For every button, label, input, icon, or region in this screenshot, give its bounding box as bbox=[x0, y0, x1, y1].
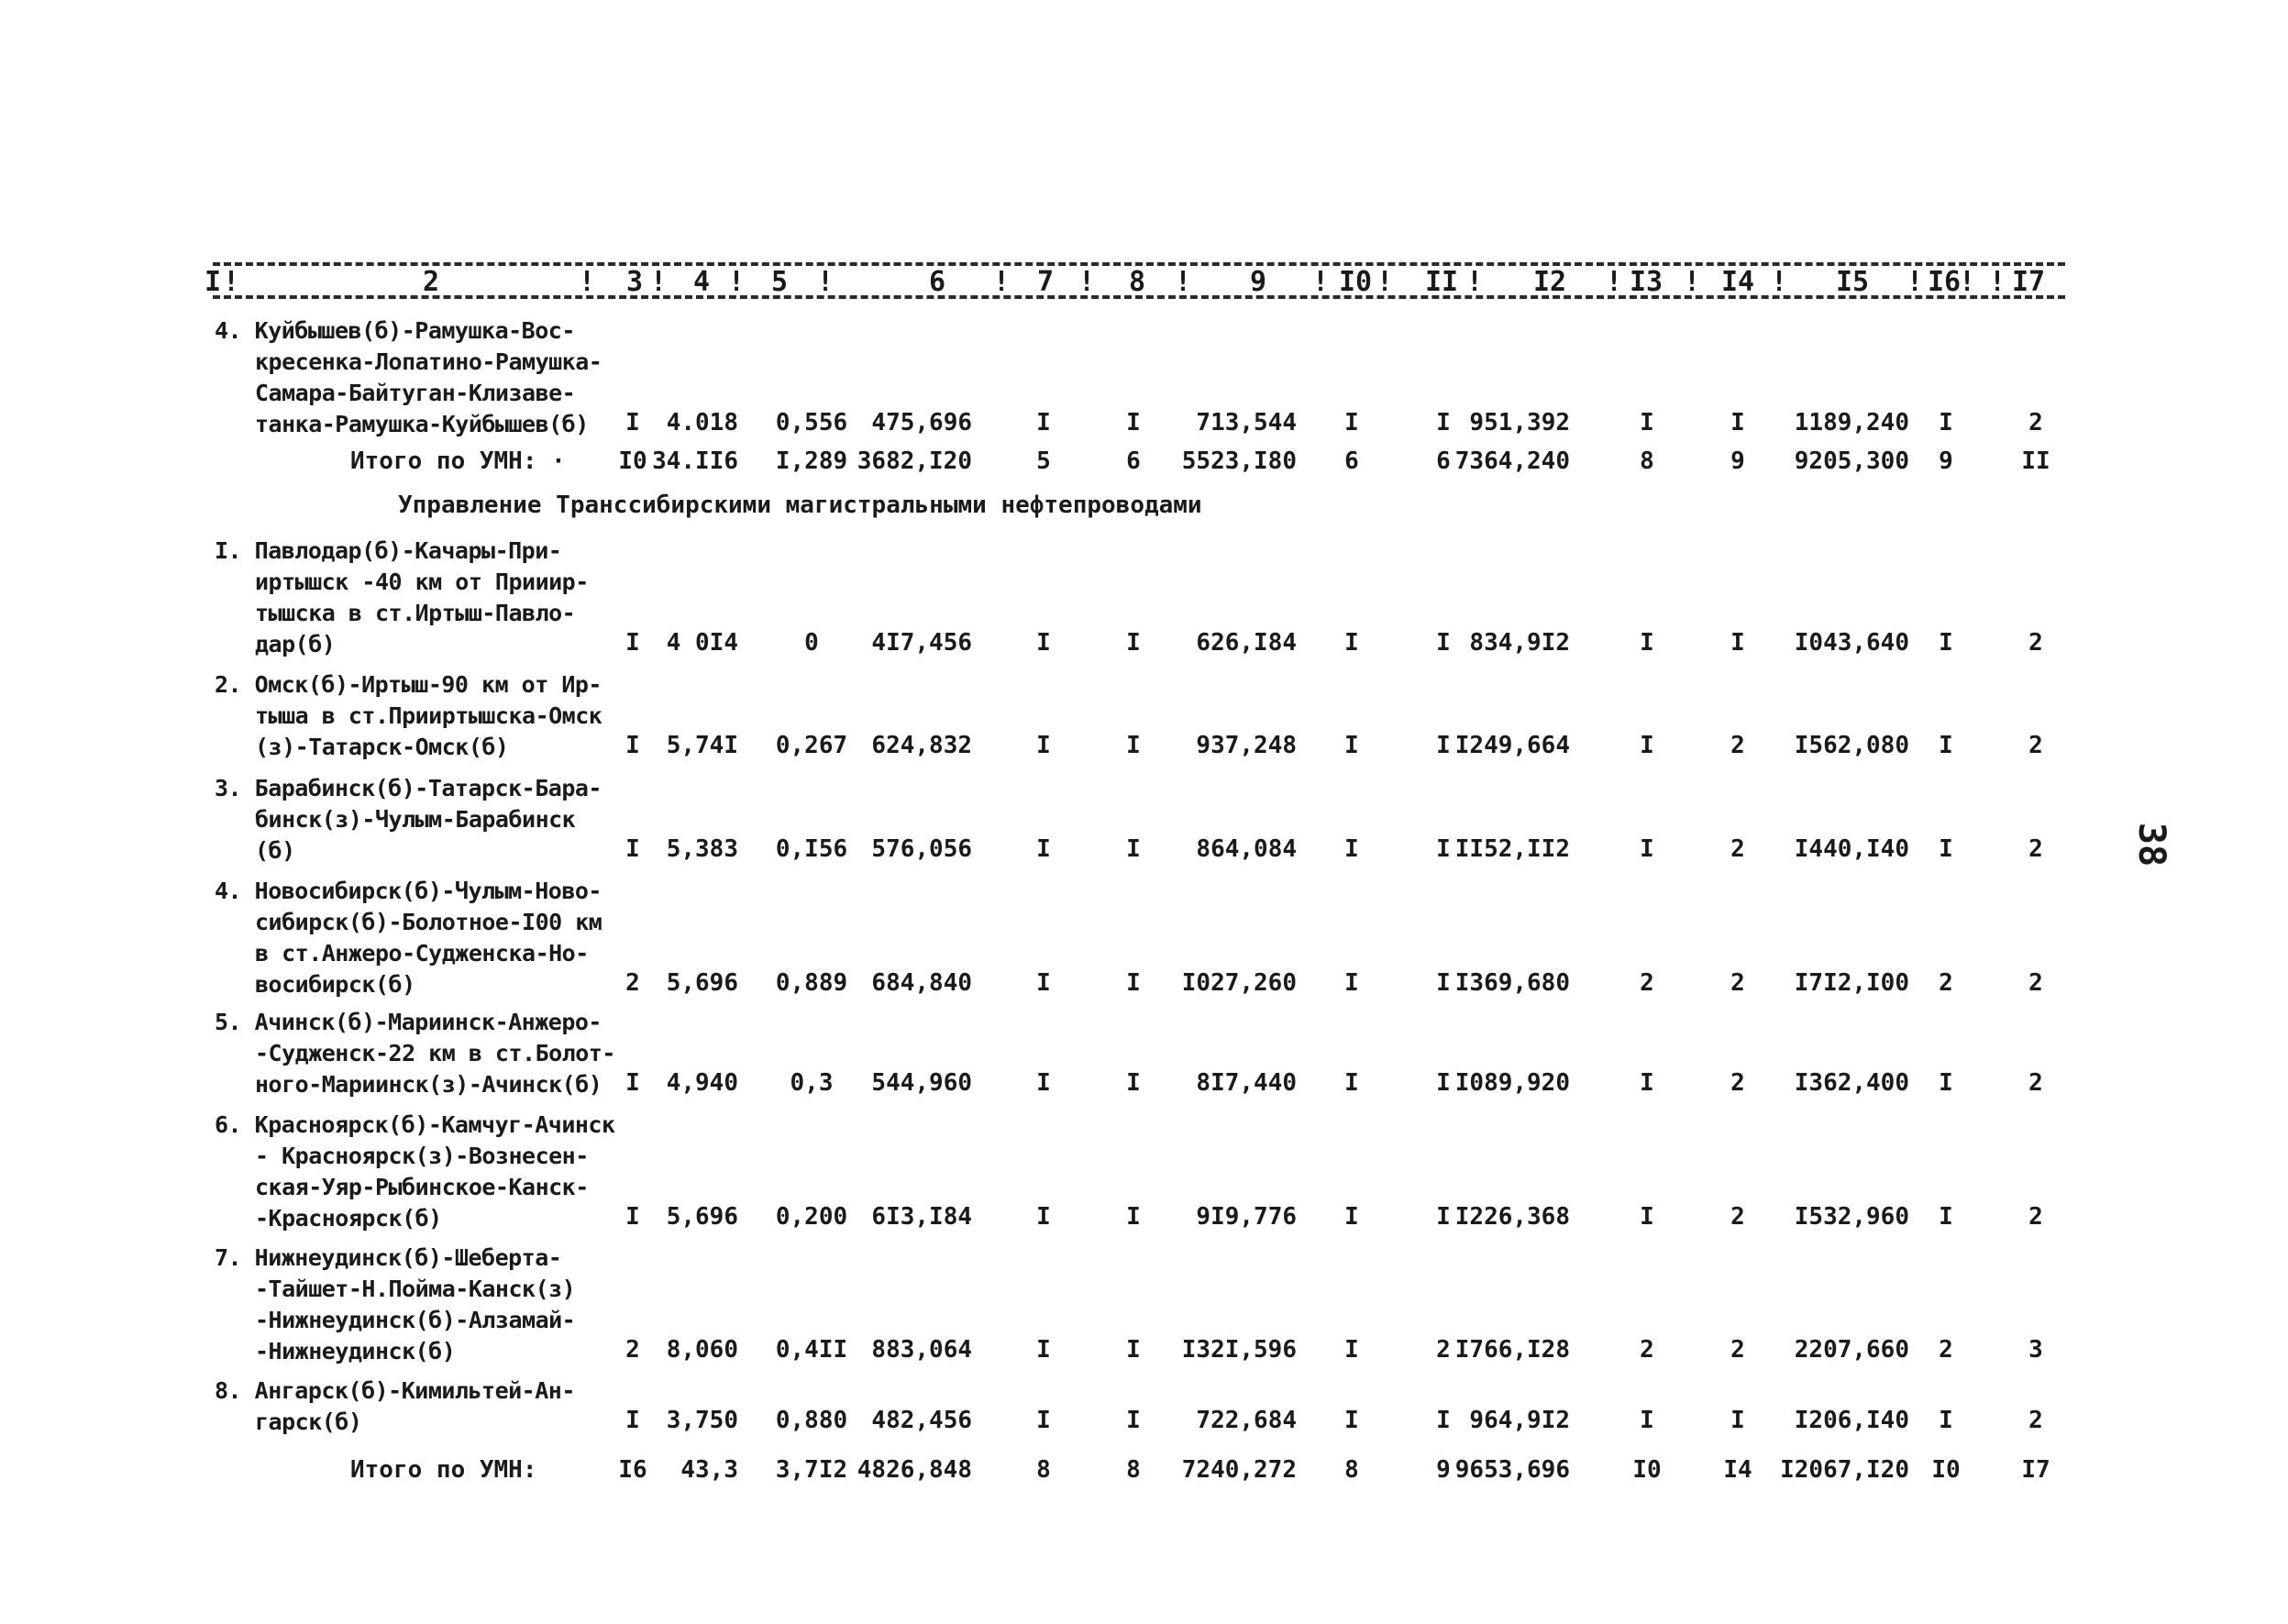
route-line: ская-Уяр-Рыбинское-Канск- bbox=[255, 1174, 589, 1200]
route-line: иртышск -40 км от Прииир- bbox=[255, 569, 589, 595]
cell-col-17: 2 bbox=[2028, 409, 2043, 436]
route-description bbox=[215, 315, 609, 440]
cell-col-4: 5,696 bbox=[666, 1203, 738, 1231]
cell-col-6: 544,960 bbox=[871, 1069, 972, 1097]
route-line: 4. Новосибирск(б)-Чулым-Ново- bbox=[215, 878, 602, 904]
cell-col-4: 3,750 bbox=[666, 1407, 738, 1434]
cell-col-12: 964,9I2 bbox=[1469, 1407, 1570, 1434]
header-separator: ! bbox=[578, 266, 596, 298]
header-separator: ! bbox=[1770, 266, 1788, 298]
cell-col-12: I226,368 bbox=[1454, 1203, 1570, 1231]
header-separator: ! bbox=[1376, 266, 1394, 298]
cell-col-8: I bbox=[1126, 835, 1141, 863]
route-line: -Нижнеудинск(б)-Алзамай- bbox=[255, 1307, 576, 1333]
cell-col-7: I bbox=[1036, 1407, 1051, 1434]
cell-col-16: I bbox=[1939, 1407, 1953, 1434]
cell-col-10: I bbox=[1344, 1407, 1359, 1434]
cell-col-5: 0,880 bbox=[775, 1407, 848, 1434]
cell-col-9: 7240,272 bbox=[1181, 1456, 1297, 1484]
cell-col-14: 2 bbox=[1730, 732, 1745, 759]
route-line: сибирск(б)-Болотное-I00 км bbox=[255, 909, 602, 935]
cell-col-10: 6 bbox=[1344, 447, 1359, 475]
cell-col-13: I bbox=[1640, 1069, 1654, 1097]
cell-col-8: I bbox=[1126, 732, 1141, 759]
cell-col-7: I bbox=[1036, 835, 1051, 863]
cell-col-9: I32I,596 bbox=[1181, 1336, 1297, 1364]
route-line: 6. Красноярск(б)-Камчуг-Ачинск bbox=[215, 1111, 615, 1138]
cell-col-6: 3682,I20 bbox=[857, 447, 972, 475]
header-separator: ! bbox=[1311, 266, 1330, 298]
cell-col-4: 5,383 bbox=[666, 835, 738, 863]
cell-col-10: I bbox=[1344, 409, 1359, 436]
cell-col-10: I bbox=[1344, 969, 1359, 997]
cell-col-6: 482,456 bbox=[871, 1407, 972, 1434]
header-separator: ! bbox=[1683, 266, 1701, 298]
route-line: -Красноярск(б) bbox=[255, 1205, 442, 1232]
cell-col-13: I bbox=[1640, 732, 1654, 759]
cell-col-16: I0 bbox=[1931, 1456, 1961, 1484]
cell-col-4: 34.II6 bbox=[652, 447, 738, 475]
cell-col-3: I bbox=[625, 409, 640, 436]
cell-col-12: I089,920 bbox=[1454, 1069, 1570, 1097]
cell-col-5: 0,3 bbox=[790, 1069, 834, 1097]
cell-col-6: 4I7,456 bbox=[871, 629, 972, 657]
route-line: ного-Мариинск(з)-Ачинск(б) bbox=[255, 1071, 602, 1098]
cell-col-15: I532,960 bbox=[1794, 1203, 1909, 1231]
cell-col-4: 4 0I4 bbox=[666, 629, 738, 657]
header-col-4: 4 bbox=[692, 266, 711, 298]
cell-col-3: I bbox=[625, 835, 640, 863]
cell-col-12: II52,II2 bbox=[1454, 835, 1570, 863]
cell-col-5: 0,889 bbox=[775, 969, 848, 997]
cell-col-10: I bbox=[1344, 835, 1359, 863]
cell-col-11: I bbox=[1436, 969, 1451, 997]
header-col-2: 2 bbox=[422, 266, 440, 298]
route-description bbox=[215, 773, 609, 867]
route-line: тыша в ст.Прииртышска-Омск bbox=[255, 702, 602, 729]
cell-col-3: 2 bbox=[625, 1336, 640, 1364]
cell-col-15: 1189,240 bbox=[1794, 409, 1909, 436]
cell-col-17: I7 bbox=[2021, 1456, 2050, 1484]
header-col-17: I7 bbox=[2011, 266, 2046, 298]
cell-col-14: 2 bbox=[1730, 835, 1745, 863]
cell-col-7: I bbox=[1036, 1203, 1051, 1231]
cell-col-9: 713,544 bbox=[1196, 409, 1297, 436]
cell-col-6: 576,056 bbox=[871, 835, 972, 863]
route-line: бинск(з)-Чулым-Барабинск bbox=[255, 806, 576, 833]
route-line: тышска в ст.Иртыш-Павло- bbox=[255, 600, 576, 626]
cell-col-14: 2 bbox=[1730, 1203, 1745, 1231]
header-separator: ! bbox=[649, 266, 668, 298]
cell-col-12: I766,I28 bbox=[1454, 1336, 1570, 1364]
cell-col-5: 3,7I2 bbox=[775, 1456, 848, 1484]
cell-col-5: 0,267 bbox=[775, 732, 848, 759]
cell-col-9: 864,084 bbox=[1196, 835, 1297, 863]
cell-col-4: 5,696 bbox=[666, 969, 738, 997]
cell-col-11: 9 bbox=[1436, 1456, 1451, 1484]
cell-col-5: I,289 bbox=[775, 447, 848, 475]
header-col-16: I6 bbox=[1927, 266, 1962, 298]
header-separator: ! bbox=[1174, 266, 1192, 298]
route-line: (б) bbox=[255, 837, 295, 864]
cell-col-10: I bbox=[1344, 1336, 1359, 1364]
cell-col-3: I6 bbox=[618, 1456, 647, 1484]
header-col-1: I bbox=[204, 266, 222, 298]
header-separator: ! bbox=[1605, 266, 1623, 298]
cell-col-14: I4 bbox=[1723, 1456, 1752, 1484]
cell-col-17: 2 bbox=[2028, 835, 2043, 863]
cell-col-3: I bbox=[625, 732, 640, 759]
cell-col-13: I bbox=[1640, 835, 1654, 863]
cell-col-8: I bbox=[1126, 1407, 1141, 1434]
cell-col-12: 834,9I2 bbox=[1469, 629, 1570, 657]
cell-col-6: 684,840 bbox=[871, 969, 972, 997]
route-line: 5. Ачинск(б)-Мариинск-Анжеро- bbox=[215, 1009, 602, 1035]
cell-col-5: 0,200 bbox=[775, 1203, 848, 1231]
cell-col-14: 2 bbox=[1730, 1069, 1745, 1097]
route-line: гарск(б) bbox=[255, 1409, 362, 1435]
cell-col-10: I bbox=[1344, 1203, 1359, 1231]
cell-col-11: I bbox=[1436, 1069, 1451, 1097]
route-description bbox=[215, 876, 609, 1000]
cell-col-11: I bbox=[1436, 1407, 1451, 1434]
cell-col-4: 4,940 bbox=[666, 1069, 738, 1097]
cell-col-6: 883,064 bbox=[871, 1336, 972, 1364]
cell-col-16: 2 bbox=[1939, 1336, 1953, 1364]
cell-col-16: 9 bbox=[1939, 447, 1953, 475]
route-description bbox=[215, 669, 609, 763]
cell-col-3: I bbox=[625, 629, 640, 657]
cell-col-12: 9653,696 bbox=[1454, 1456, 1570, 1484]
cell-col-3: I0 bbox=[618, 447, 647, 475]
cell-col-4: 8,060 bbox=[666, 1336, 738, 1364]
route-line: восибирск(б) bbox=[255, 971, 415, 998]
cell-col-9: 8I7,440 bbox=[1196, 1069, 1297, 1097]
cell-col-14: 9 bbox=[1730, 447, 1745, 475]
cell-col-7: I bbox=[1036, 732, 1051, 759]
route-line: 8. Ангарск(б)-Кимильтей-Ан- bbox=[215, 1377, 575, 1404]
route-description bbox=[215, 536, 609, 660]
header-col-15: I5 bbox=[1835, 266, 1870, 298]
cell-col-5: 0,4II bbox=[775, 1336, 848, 1364]
route-line: танка-Рамушка-Куйбышев(б) bbox=[255, 411, 589, 437]
cell-col-11: I bbox=[1436, 835, 1451, 863]
route-line: -Судженск-22 км в ст.Болот- bbox=[255, 1040, 615, 1066]
cell-col-12: I369,680 bbox=[1454, 969, 1570, 997]
route-line: кресенка-Лопатино-Рамушка- bbox=[255, 348, 602, 375]
cell-col-11: I bbox=[1436, 409, 1451, 436]
cell-col-8: I bbox=[1126, 969, 1141, 997]
cell-col-9: 5523,I80 bbox=[1181, 447, 1297, 475]
cell-col-7: I bbox=[1036, 409, 1051, 436]
cell-col-10: I bbox=[1344, 1069, 1359, 1097]
cell-col-6: 6I3,I84 bbox=[871, 1203, 972, 1231]
cell-col-5: 0,556 bbox=[775, 409, 848, 436]
cell-col-7: I bbox=[1036, 1069, 1051, 1097]
cell-col-15: I440,I40 bbox=[1794, 835, 1909, 863]
cell-col-10: 8 bbox=[1344, 1456, 1359, 1484]
route-line: Самара-Байтуган-Клизаве- bbox=[255, 380, 576, 406]
cell-col-8: I bbox=[1126, 629, 1141, 657]
cell-col-16: I bbox=[1939, 1203, 1953, 1231]
cell-col-3: I bbox=[625, 1069, 640, 1097]
cell-col-9: 937,248 bbox=[1196, 732, 1297, 759]
cell-col-12: I249,664 bbox=[1454, 732, 1570, 759]
cell-col-9: 722,684 bbox=[1196, 1407, 1297, 1434]
header-col-10: I0 bbox=[1338, 266, 1373, 298]
cell-col-16: I bbox=[1939, 409, 1953, 436]
cell-col-13: 2 bbox=[1640, 969, 1654, 997]
header-separator: ! bbox=[1465, 266, 1484, 298]
cell-col-17: II bbox=[2021, 447, 2050, 475]
cell-col-15: I362,400 bbox=[1794, 1069, 1909, 1097]
cell-col-7: 8 bbox=[1036, 1456, 1051, 1484]
cell-col-15: I7I2,I00 bbox=[1794, 969, 1909, 997]
cell-col-13: 8 bbox=[1640, 447, 1654, 475]
cell-col-15: I206,I40 bbox=[1794, 1407, 1909, 1434]
cell-col-15: I562,080 bbox=[1794, 732, 1909, 759]
cell-col-16: I bbox=[1939, 732, 1953, 759]
cell-col-4: 5,74I bbox=[666, 732, 738, 759]
header-col-7: 7 bbox=[1036, 266, 1055, 298]
cell-col-3: 2 bbox=[625, 969, 640, 997]
header-separator: ! bbox=[1958, 266, 1976, 298]
header-separator: ! bbox=[727, 266, 746, 298]
cell-col-12: 951,392 bbox=[1469, 409, 1570, 436]
cell-col-13: I bbox=[1640, 1407, 1654, 1434]
route-line: I. Павлодар(б)-Качары-При- bbox=[215, 537, 562, 564]
cell-col-16: I bbox=[1939, 835, 1953, 863]
header-separator: ! bbox=[816, 266, 835, 298]
cell-col-14: 2 bbox=[1730, 1336, 1745, 1364]
cell-col-14: I bbox=[1730, 409, 1745, 436]
cell-col-8: I bbox=[1126, 1069, 1141, 1097]
header-col-9: 9 bbox=[1249, 266, 1267, 298]
cell-col-16: I bbox=[1939, 629, 1953, 657]
cell-col-15: 2207,660 bbox=[1794, 1336, 1909, 1364]
header-col-5: 5 bbox=[770, 266, 789, 298]
header-separator: ! bbox=[1906, 266, 1924, 298]
route-line: дар(б) bbox=[255, 631, 336, 657]
cell-col-8: I bbox=[1126, 1336, 1141, 1364]
header-separator: ! bbox=[1988, 266, 2006, 298]
cell-col-10: I bbox=[1344, 732, 1359, 759]
cell-col-13: I0 bbox=[1632, 1456, 1662, 1484]
header-col-6: 6 bbox=[928, 266, 946, 298]
column-header-row bbox=[0, 246, 2288, 301]
cell-col-7: I bbox=[1036, 1336, 1051, 1364]
cell-col-7: I bbox=[1036, 629, 1051, 657]
cell-col-15: I2067,I20 bbox=[1780, 1456, 1909, 1484]
cell-col-17: 2 bbox=[2028, 1203, 2043, 1231]
cell-col-14: I bbox=[1730, 1407, 1745, 1434]
cell-col-16: 2 bbox=[1939, 969, 1953, 997]
cell-col-13: I bbox=[1640, 1203, 1654, 1231]
cell-col-17: 3 bbox=[2028, 1336, 2043, 1364]
cell-col-9: 9I9,776 bbox=[1196, 1203, 1297, 1231]
route-description bbox=[215, 1243, 609, 1367]
route-line: 3. Барабинск(б)-Татарск-Бара- bbox=[215, 775, 602, 801]
cell-col-3: I bbox=[625, 1407, 640, 1434]
cell-col-9: I027,260 bbox=[1181, 969, 1297, 997]
header-separator: ! bbox=[222, 266, 240, 298]
cell-col-17: 2 bbox=[2028, 1407, 2043, 1434]
cell-col-6: 624,832 bbox=[871, 732, 972, 759]
cell-col-13: I bbox=[1640, 409, 1654, 436]
cell-col-13: I bbox=[1640, 629, 1654, 657]
route-line: в ст.Анжеро-Судженска-Но- bbox=[255, 940, 589, 967]
cell-col-8: 8 bbox=[1126, 1456, 1141, 1484]
cell-col-17: 2 bbox=[2028, 1069, 2043, 1097]
header-col-12: I2 bbox=[1532, 266, 1567, 298]
cell-col-11: I bbox=[1436, 732, 1451, 759]
header-col-8: 8 bbox=[1128, 266, 1146, 298]
cell-col-17: 2 bbox=[2028, 732, 2043, 759]
cell-col-8: I bbox=[1126, 1203, 1141, 1231]
cell-col-11: I bbox=[1436, 629, 1451, 657]
cell-col-5: 0,I56 bbox=[775, 835, 848, 863]
route-description bbox=[215, 1110, 615, 1234]
cell-col-9: 626,I84 bbox=[1196, 629, 1297, 657]
route-description bbox=[215, 1007, 615, 1100]
cell-col-4: 43,3 bbox=[680, 1456, 738, 1484]
cell-col-3: I bbox=[625, 1203, 640, 1231]
route-line: 7. Нижнеудинск(б)-Шеберта- bbox=[215, 1244, 562, 1271]
cell-col-8: 6 bbox=[1126, 447, 1141, 475]
cell-col-12: 7364,240 bbox=[1454, 447, 1570, 475]
route-line: 2. Омск(б)-Иртыш-90 км от Ир- bbox=[215, 671, 602, 698]
page-number: 38 bbox=[2130, 822, 2173, 867]
route-line: -Тайшет-Н.Пойма-Канск(з) bbox=[255, 1276, 576, 1302]
cell-col-10: I bbox=[1344, 629, 1359, 657]
header-col-11: II bbox=[1424, 266, 1459, 298]
cell-col-7: I bbox=[1036, 969, 1051, 997]
total-label: Итого по УМН: bbox=[350, 1456, 537, 1484]
cell-col-5: 0 bbox=[804, 629, 819, 657]
total-label: Итого по УМН: · bbox=[350, 447, 566, 475]
cell-col-6: 4826,848 bbox=[857, 1456, 972, 1484]
cell-col-14: I bbox=[1730, 629, 1745, 657]
route-line: - Красноярск(з)-Вознесен- bbox=[255, 1143, 589, 1169]
cell-col-8: I bbox=[1126, 409, 1141, 436]
cell-col-15: 9205,300 bbox=[1794, 447, 1909, 475]
section-title: Управление Транссибирскими магистральными нефтепроводами bbox=[398, 492, 1202, 519]
cell-col-13: 2 bbox=[1640, 1336, 1654, 1364]
header-col-3: 3 bbox=[625, 266, 644, 298]
cell-col-6: 475,696 bbox=[871, 409, 972, 436]
cell-col-7: 5 bbox=[1036, 447, 1051, 475]
cell-col-11: 2 bbox=[1436, 1336, 1451, 1364]
route-line: 4. Куйбышев(б)-Рамушка-Вос- bbox=[215, 317, 575, 344]
cell-col-11: 6 bbox=[1436, 447, 1451, 475]
header-col-14: I4 bbox=[1720, 266, 1755, 298]
header-separator: ! bbox=[1078, 266, 1096, 298]
cell-col-17: 2 bbox=[2028, 629, 2043, 657]
cell-col-15: I043,640 bbox=[1794, 629, 1909, 657]
route-line: (з)-Татарск-Омск(б) bbox=[255, 734, 509, 760]
header-separator: ! bbox=[992, 266, 1011, 298]
cell-col-16: I bbox=[1939, 1069, 1953, 1097]
cell-col-17: 2 bbox=[2028, 969, 2043, 997]
cell-col-11: I bbox=[1436, 1203, 1451, 1231]
header-col-13: I3 bbox=[1629, 266, 1663, 298]
route-description bbox=[215, 1375, 609, 1438]
route-line: -Нижнеудинск(б) bbox=[255, 1338, 456, 1364]
cell-col-14: 2 bbox=[1730, 969, 1745, 997]
cell-col-4: 4.018 bbox=[666, 409, 738, 436]
